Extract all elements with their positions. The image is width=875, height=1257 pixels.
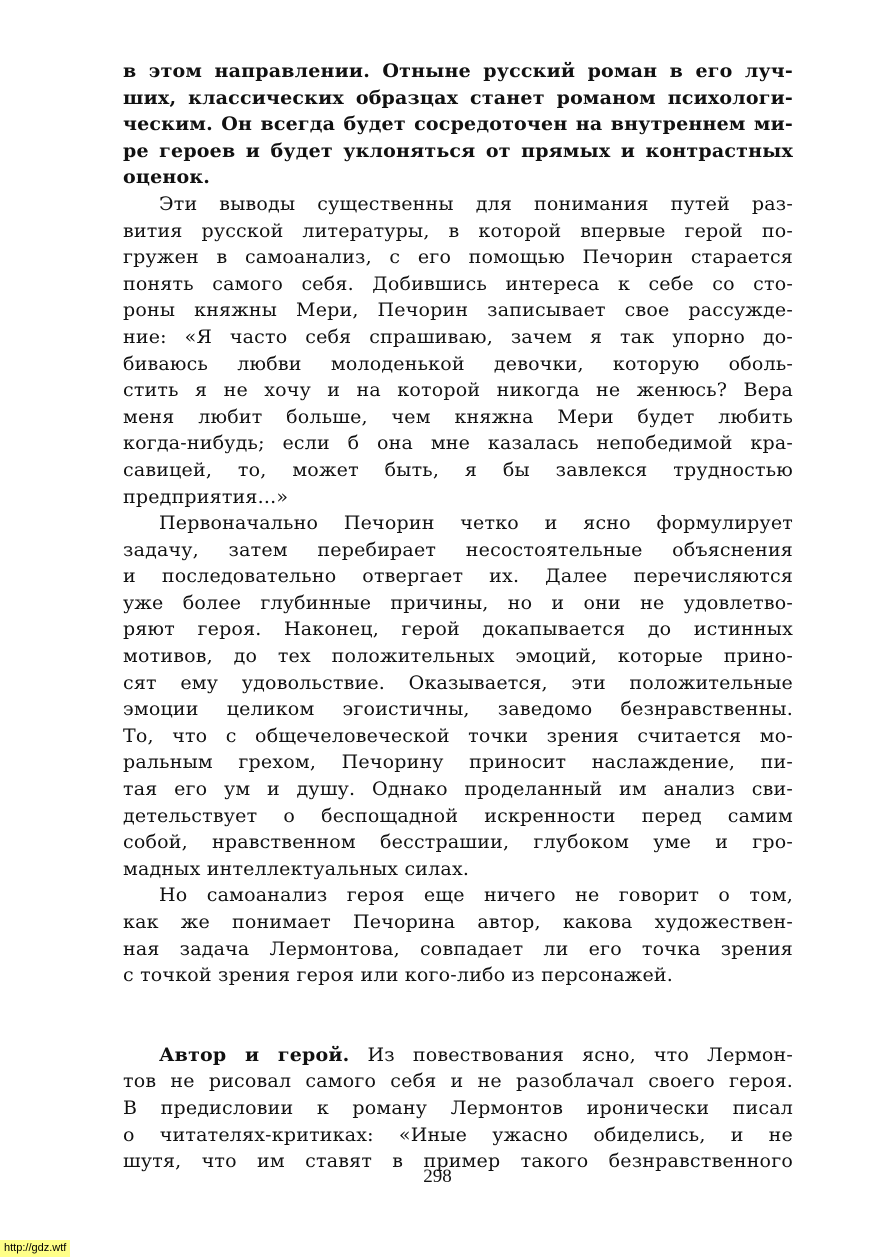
- text-line: тая его ум и душу. Однако проделанный им анализ сви-: [123, 778, 793, 801]
- text-line: в этом направлении. Отныне русский роман в его луч-: [123, 60, 793, 82]
- text-line: с точкой зрения героя или кого-либо из персонажей.: [123, 964, 674, 987]
- text-line: ре героев и будет уклоняться от прямых и контрастных: [123, 139, 793, 162]
- paragraph-3: [123, 510, 793, 882]
- text-line: о читателях-критиках: «Иные ужасно обиделись, и не: [123, 1123, 793, 1146]
- text-line: шутя, что им ставят в пример такого безнравственного: [123, 1150, 793, 1173]
- text-line: собой, нравственном бесстрашии, глубоком уме и гро-: [123, 831, 793, 854]
- section-heading: Автор и герой.: [159, 1043, 350, 1066]
- text-line: роны княжны Мери, Печорин записывает свое рассужде-: [123, 299, 793, 322]
- text-line: Но самоанализ героя еще ничего не говорит о том,: [159, 884, 793, 907]
- text-line: и последовательно отвергает их. Далее перечисляются: [123, 565, 793, 588]
- text-line: гружен в самоанализ, с его помощью Печорин старается: [123, 246, 793, 269]
- text-line: биваюсь любви молоденькой девочки, которую оболь-: [123, 352, 793, 375]
- page-number: 298: [423, 1166, 452, 1187]
- text-line: стить я не хочу и на которой никогда не женюсь? Вера: [123, 379, 793, 402]
- text-line: ральным грехом, Печорину приносит наслаждение, пи-: [123, 751, 793, 774]
- text-line: когда-нибудь; если б она мне казалась непобедимой кра-: [123, 432, 793, 455]
- text-line: ная задача Лермонтова, совпадает ли его точка зрения: [123, 937, 793, 960]
- text-line: Эти выводы существенны для понимания путей раз-: [159, 192, 793, 215]
- text-line: оценок.: [123, 166, 211, 189]
- text-line: меня любит больше, чем княжна Мери будет любить: [123, 405, 793, 428]
- section-first-line: Из повествования ясно, что Лермон-: [349, 1043, 793, 1066]
- paragraph-2: [123, 191, 793, 510]
- text-line: То, что с общечеловеческой точки зрения считается мо-: [123, 724, 793, 747]
- text-line: тов не рисовал самого себя и не разоблачал своего героя.: [123, 1070, 793, 1093]
- text-line: сят ему удовольствие. Оказывается, эти положительные: [123, 671, 793, 694]
- text-line: вития русской литературы, в которой впервые герой по-: [123, 219, 793, 242]
- text-line: В предисловии к роману Лермонтов иронически писал: [123, 1096, 793, 1119]
- text-line: ших, классических образцах станет романом психологи-: [123, 86, 793, 109]
- text-line: детельствует о беспощадной искренности перед самим: [123, 804, 793, 827]
- section-author-and-hero: [123, 1042, 793, 1175]
- text-line: ряют героя. Наконец, герой докапывается до истинных: [123, 618, 793, 641]
- page-text: [123, 58, 793, 1175]
- text-line: предприятия...»: [123, 485, 289, 508]
- text-line: ческим. Он всегда будет сосредоточен на внутреннем ми-: [123, 113, 793, 136]
- paragraph-1: [123, 58, 793, 191]
- text-line: понять самого себя. Добившись интереса к себе со сто-: [123, 272, 793, 295]
- text-line: Первоначально Печорин четко и ясно формулирует: [159, 512, 793, 535]
- paragraph-4: [123, 882, 793, 988]
- text-line: задачу, затем перебирает несостоятельные объяснения: [123, 538, 793, 561]
- text-line: мадных интеллектуальных силах.: [123, 857, 470, 880]
- text-line: как же понимает Печорина автор, какова художествен-: [123, 911, 793, 933]
- watermark-link[interactable]: http://gdz.wtf: [0, 1240, 70, 1257]
- text-line: мотивов, до тех положительных эмоций, которые прино-: [123, 645, 793, 668]
- section-spacer: [123, 989, 793, 1042]
- text-line: эмоции целиком эгоистичны, заведомо безнравственны.: [123, 698, 793, 721]
- text-line: савицей, то, может быть, я бы завлекся трудностью: [123, 458, 793, 481]
- text-line: [123, 1042, 793, 1069]
- text-line: уже более глубинные причины, но и они не удовлетво-: [123, 591, 793, 614]
- text-line: ние: «Я часто себя спрашиваю, зачем я так упорно до-: [123, 325, 793, 348]
